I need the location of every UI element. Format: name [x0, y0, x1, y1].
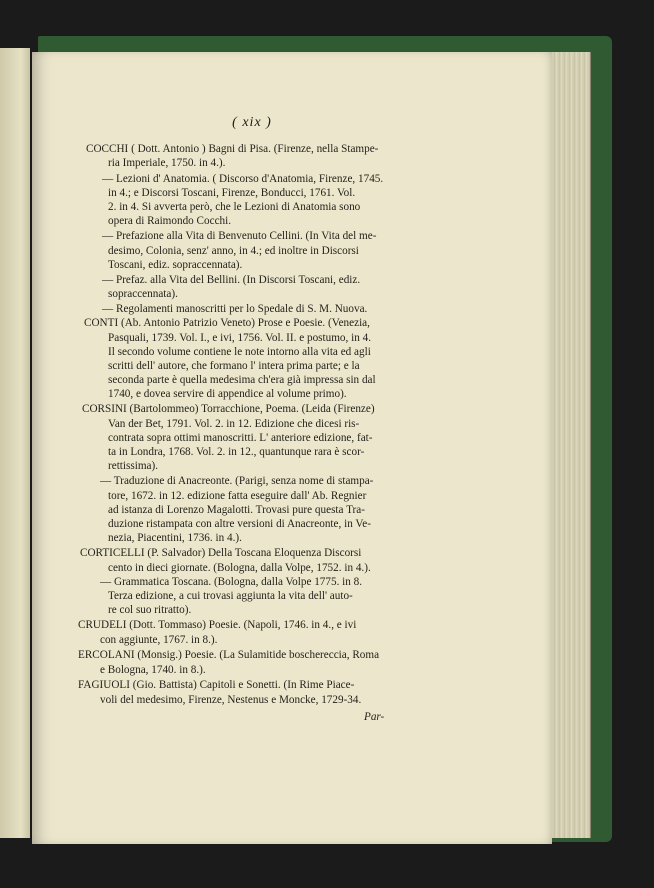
text-line: ERCOLANI (Monsig.) Poesie. (La Sulamitide boschereccia, Roma [78, 649, 380, 661]
text-line: e Bologna, 1740. in 8.). [100, 664, 206, 676]
text-line: cento in dieci giornate. (Bologna, dalla Volpe, 1752. in 4.). [108, 562, 371, 574]
text-line: CORTICELLI (P. Salvador) Della Toscana Eloquenza Discorsi [80, 547, 362, 559]
text-line: duzione ristampata con altre versioni di Anacreonte, in Ve- [108, 518, 371, 530]
text-line: 2. in 4. Si avverta però, che le Lezioni di Anatomia sono [108, 201, 361, 213]
left-page-edge [0, 48, 30, 838]
text-line: — Regolamenti manoscritti per lo Spedale di S. M. Nuova. [102, 303, 368, 315]
text-line: — Prefaz. alla Vita del Bellini. (In Discorsi Toscani, ediz. [102, 274, 361, 286]
text-line: Terza edizione, a cui trovasi aggiunta la vita dell' auto- [108, 590, 353, 602]
text-line: con aggiunte, 1767. in 8.). [100, 634, 218, 646]
text-line: CORSINI (Bartolommeo) Torracchione, Poema. (Leida (Firenze) [82, 403, 375, 415]
text-line: ria Imperiale, 1750. in 4.). [108, 157, 226, 169]
text-line: 1740, e dovea servire di appendice al volume primo). [108, 388, 347, 400]
text-line: Van der Bet, 1791. Vol. 2. in 12. Edizione che dicesi ris- [108, 418, 360, 430]
text-line: tore, 1672. in 12. edizione fatta eseguire dall' Ab. Regnier [108, 490, 367, 502]
text-line: — Prefazione alla Vita di Benvenuto Cellini. (In Vita del me- [102, 230, 377, 242]
text-line: COCCHI ( Dott. Antonio ) Bagni di Pisa. (Firenze, nella Stampe- [86, 143, 379, 155]
text-line: nezia, Piacentini, 1736. in 4.). [108, 532, 242, 544]
text-line: re col suo ritratto). [108, 604, 192, 616]
text-line: voli del medesimo, Firenze, Nestenus e Moncke, 1729-34. [100, 694, 362, 706]
text-line: desimo, Colonia, senz' anno, in 4.; ed inoltre in Discorsi [108, 245, 359, 257]
text-line: Il secondo volume contiene le note intorno alla vita ed agli [108, 346, 371, 358]
text-line: Pasquali, 1739. Vol. I., e ivi, 1756. Vol. II. e postumo, in 4. [108, 332, 372, 344]
text-line: seconda parte è quella medesima ch'era già impressa sin dal [108, 374, 376, 386]
text-line: CRUDELI (Dott. Tommaso) Poesie. (Napoli, 1746. in 4., e ivi [78, 619, 357, 631]
text-line: sopraccennata). [108, 288, 178, 300]
text-line: ta in Londra, 1768. Vol. 2. in 12., quantunque rara è scor- [108, 446, 365, 458]
page-header: ( xix ) [232, 115, 272, 130]
text-line: FAGIUOLI (Gio. Battista) Capitoli e Sonetti. (In Rime Piace- [78, 679, 355, 691]
text-line: CONTI (Ab. Antonio Patrizio Veneto) Prose e Poesie. (Venezia, [84, 317, 370, 329]
text-line: Toscani, ediz. sopraccennata). [108, 259, 243, 271]
text-line: in 4.; e Discorsi Toscani, Firenze, Bonducci, 1761. Vol. [108, 187, 356, 199]
page-edges [548, 52, 591, 838]
text-line: contrata sopra ottimi manoscritti. L' anteriore edizione, fat- [108, 432, 373, 444]
catchword: Par- [364, 711, 385, 723]
text-line: — Grammatica Toscana. (Bologna, dalla Volpe 1775. in 8. [100, 576, 363, 588]
text-line: — Traduzione di Anacreonte. (Parigi, senza nome di stampa- [100, 475, 374, 487]
text-line: scritti dell' autore, che formano l' intera prima parte; e la [108, 360, 360, 372]
text-line: — Lezioni d' Anatomia. ( Discorso d'Anatomia, Firenze, 1745. [102, 173, 384, 185]
text-line: ad istanza di Lorenzo Magalotti. Trovasi pure questa Tra- [108, 504, 365, 516]
text-line: rettissima). [108, 460, 159, 472]
text-line: opera di Raimondo Cocchi. [108, 215, 232, 227]
